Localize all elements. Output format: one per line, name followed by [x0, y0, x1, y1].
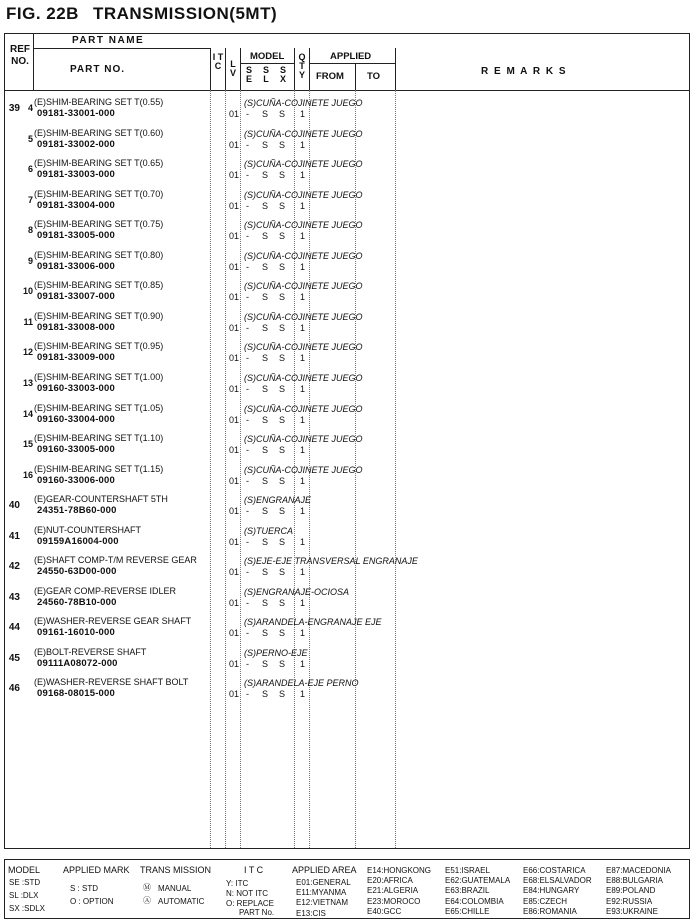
lv-value: 01	[229, 506, 240, 516]
part-number: 09181-33008-000	[37, 322, 116, 333]
area-code: E23:MOROCO	[367, 897, 421, 906]
qty-value: 1	[300, 384, 306, 394]
model-sx-value: S	[279, 262, 286, 272]
lv-value: 01	[229, 598, 240, 608]
qty-value: 1	[300, 262, 306, 272]
qty-value: 1	[300, 353, 306, 363]
model-se-value: -	[246, 415, 249, 425]
model-se-value: -	[246, 567, 249, 577]
part-number: 09161-16010-000	[37, 627, 116, 638]
qty-value: 1	[300, 537, 306, 547]
qty-value: 1	[300, 323, 306, 333]
qty-value: 1	[300, 201, 306, 211]
part-number: 09181-33002-000	[37, 139, 116, 150]
model-se-value: -	[246, 231, 249, 241]
model-sx-value: S	[279, 445, 286, 455]
model-sl-value: S	[262, 262, 269, 272]
model-sl-value: S	[262, 506, 269, 516]
qty-value: 1	[300, 659, 306, 669]
model-sl-value: S	[262, 659, 269, 669]
footer-model-se: SE :STD	[9, 878, 41, 887]
part-name: (E)SHIM-BEARING SET T(0.60)	[34, 128, 164, 138]
part-number: 24351-78B60-000	[37, 505, 117, 516]
sub-number: 11	[23, 317, 33, 327]
lv-value: 01	[229, 476, 240, 486]
lv-value: 01	[229, 384, 240, 394]
part-name: (E)SHIM-BEARING SET T(0.75)	[34, 219, 164, 229]
sub-number: 6	[27, 164, 33, 174]
part-number: 09168-08015-000	[37, 688, 116, 699]
lv-value: 01	[229, 292, 240, 302]
model-sx-value: S	[279, 201, 286, 211]
ref-number: 46	[8, 683, 20, 694]
model-sl-value: S	[262, 415, 269, 425]
model-se-value: -	[246, 292, 249, 302]
figure-name: TRANSMISSION(5MT)	[92, 4, 278, 23]
qty-value: 1	[300, 628, 306, 638]
model-sl-value: S	[262, 445, 269, 455]
footer-mark-std: S : STD	[70, 884, 99, 893]
part-number: 09181-33004-000	[37, 200, 116, 211]
ref-number: 45	[8, 653, 20, 664]
spanish-name: (S)CUÑA-COJINETE JUEGO	[244, 98, 363, 108]
qty-value: 1	[300, 476, 306, 486]
part-number: 09160-33004-000	[37, 414, 116, 425]
model-sl-value: S	[262, 567, 269, 577]
model-sx-value: S	[279, 353, 286, 363]
spanish-name: (S)ARANDELA-EJE PERNO	[244, 678, 359, 688]
header-model-se: S E	[245, 65, 252, 84]
header-lv: L V	[229, 59, 236, 78]
footer-itc-n: N: NOT ITC	[226, 889, 269, 898]
part-name: (E)SHIM-BEARING SET T(0.85)	[34, 280, 164, 290]
footer-applied-mark-header: APPLIED MARK	[63, 865, 130, 875]
model-sl-value: S	[262, 292, 269, 302]
part-number: 09181-33001-000	[37, 108, 116, 119]
model-sl-value: S	[262, 170, 269, 180]
part-number: 09181-33009-000	[37, 352, 116, 363]
spanish-name: (S)CUÑA-COJINETE JUEGO	[244, 312, 363, 322]
part-name: (E)SHIM-BEARING SET T(0.55)	[34, 97, 164, 107]
area-code: E93:UKRAINE	[606, 907, 659, 916]
model-se-value: -	[246, 628, 249, 638]
area-code: E62:GUATEMALA	[445, 876, 511, 885]
area-code: E68:ELSALVADOR	[523, 876, 592, 885]
lv-value: 01	[229, 445, 240, 455]
part-number: 24560-78B10-000	[37, 597, 117, 608]
header-itc: I T C	[212, 52, 224, 71]
figure-title	[6, 4, 277, 24]
footer-trans-manual: MANUAL	[158, 884, 192, 893]
footer-applied-area-header: APPLIED AREA	[292, 865, 357, 875]
model-sx-value: S	[279, 109, 286, 119]
model-sx-value: S	[279, 292, 286, 302]
model-sl-value: S	[262, 353, 269, 363]
part-name: (E)SHIM-BEARING SET T(0.80)	[34, 250, 164, 260]
lv-value: 01	[229, 262, 240, 272]
spanish-name: (S)CUÑA-COJINETE JUEGO	[244, 159, 363, 169]
lv-value: 01	[229, 201, 240, 211]
model-sx-value: S	[279, 140, 286, 150]
spanish-name: (S)CUÑA-COJINETE JUEGO	[244, 220, 363, 230]
lv-value: 01	[229, 140, 240, 150]
header-remarks: R E M A R K S	[481, 66, 567, 77]
part-number: 09159A16004-000	[37, 536, 119, 547]
model-se-value: -	[246, 506, 249, 516]
qty-value: 1	[300, 506, 306, 516]
spanish-name: (S)ARANDELA-ENGRANAJE EJE	[244, 617, 382, 627]
model-se-value: -	[246, 109, 249, 119]
header-applied: APPLIED	[330, 51, 372, 62]
area-code: E40:GCC	[367, 907, 402, 916]
area-code: E11:MYANMA	[296, 888, 347, 897]
sub-number: 5	[27, 134, 33, 144]
spanish-name: (S)ENGRANAJE-OCIOSA	[244, 587, 350, 597]
manual-icon: Ⓜ	[143, 883, 151, 892]
area-code: E65:CHILLE	[445, 907, 490, 916]
header-from: FROM	[316, 71, 344, 82]
sub-number: 8	[27, 225, 33, 235]
lv-value: 01	[229, 567, 240, 577]
lv-value: 01	[229, 109, 240, 119]
spanish-name: (S)EJE-EJE TRANSVERSAL ENGRANAJE	[244, 556, 418, 566]
lv-value: 01	[229, 537, 240, 547]
model-sl-value: S	[262, 628, 269, 638]
qty-value: 1	[300, 598, 306, 608]
lv-value: 01	[229, 628, 240, 638]
header-part-no: PART NO.	[70, 64, 126, 75]
header-qty: Q T Y	[298, 52, 306, 80]
part-name: (E)NUT-COUNTERSHAFT	[34, 525, 141, 535]
model-se-value: -	[246, 689, 249, 699]
spanish-name: (S)ENGRANAJE	[244, 495, 312, 505]
model-se-value: -	[246, 476, 249, 486]
model-se-value: -	[246, 537, 249, 547]
part-name: (E)SHIM-BEARING SET T(1.10)	[34, 433, 164, 443]
area-code: E88:BULGARIA	[606, 876, 663, 885]
part-name: (E)SHIM-BEARING SET T(1.00)	[34, 372, 164, 382]
model-sl-value: S	[262, 323, 269, 333]
part-name: (E)WASHER-REVERSE SHAFT BOLT	[34, 677, 189, 687]
model-sx-value: S	[279, 476, 286, 486]
model-sx-value: S	[279, 537, 286, 547]
qty-value: 1	[300, 292, 306, 302]
part-name: (E)SHIM-BEARING SET T(0.70)	[34, 189, 164, 199]
lv-value: 01	[229, 415, 240, 425]
part-number: 09160-33006-000	[37, 475, 116, 486]
header-model-sl: S L	[262, 65, 269, 84]
part-number: 24550-63D00-000	[37, 566, 117, 577]
footer-mark-option: O : OPTION	[70, 897, 114, 906]
model-se-value: -	[246, 384, 249, 394]
area-code: E12:VIETNAM	[296, 898, 349, 907]
model-se-value: -	[246, 598, 249, 608]
part-name: (E)SHAFT COMP-T/M REVERSE GEAR	[34, 555, 197, 565]
qty-value: 1	[300, 109, 306, 119]
area-code: E13:CIS	[296, 909, 326, 918]
area-code: E01:GENERAL	[296, 878, 351, 887]
model-sl-value: S	[262, 384, 269, 394]
part-number: 09181-33006-000	[37, 261, 116, 272]
lv-value: 01	[229, 659, 240, 669]
lv-value: 01	[229, 231, 240, 241]
footer-itc-header: I T C	[244, 865, 264, 875]
model-sx-value: S	[279, 415, 286, 425]
area-code: E63:BRAZIL	[445, 886, 490, 895]
footer-itc-o: O: REPLACE	[226, 899, 275, 908]
ref-number: 41	[8, 531, 20, 542]
qty-value: 1	[300, 170, 306, 180]
model-sx-value: S	[279, 567, 286, 577]
ref-number: 40	[8, 500, 20, 511]
model-se-value: -	[246, 353, 249, 363]
model-sl-value: S	[262, 476, 269, 486]
lv-value: 01	[229, 170, 240, 180]
area-code: E20:AFRICA	[367, 876, 413, 885]
header-to: TO	[367, 71, 381, 82]
part-number: 09160-33003-000	[37, 383, 116, 394]
model-sl-value: S	[262, 689, 269, 699]
part-name: (E)SHIM-BEARING SET T(0.90)	[34, 311, 164, 321]
area-code: E92:RUSSIA	[606, 897, 653, 906]
automatic-icon: Ⓐ	[143, 896, 151, 905]
spanish-name: (S)CUÑA-COJINETE JUEGO	[244, 373, 363, 383]
part-name: (E)SHIM-BEARING SET T(0.95)	[34, 341, 164, 351]
model-sl-value: S	[262, 598, 269, 608]
qty-value: 1	[300, 689, 306, 699]
area-code: E64:COLOMBIA	[445, 897, 504, 906]
footer-model-sl: SL :DLX	[9, 891, 39, 900]
header-model-sx: S X	[279, 65, 286, 84]
header-ref-no: REF NO.	[10, 44, 30, 67]
ref-number: 43	[8, 592, 20, 603]
area-code: E51:ISRAEL	[445, 866, 490, 875]
lv-value: 01	[229, 353, 240, 363]
lv-value: 01	[229, 689, 240, 699]
qty-value: 1	[300, 140, 306, 150]
spanish-name: (S)CUÑA-COJINETE JUEGO	[244, 434, 363, 444]
footer-itc-partno: PART No.	[239, 908, 275, 917]
model-se-value: -	[246, 262, 249, 272]
area-code: E84:HUNGARY	[523, 886, 580, 895]
model-sx-value: S	[279, 323, 286, 333]
footer-itc-y: Y: ITC	[226, 879, 249, 888]
spanish-name: (S)CUÑA-COJINETE JUEGO	[244, 404, 363, 414]
sub-number: 7	[27, 195, 33, 205]
model-sx-value: S	[279, 170, 286, 180]
model-se-value: -	[246, 140, 249, 150]
part-name: (E)WASHER-REVERSE GEAR SHAFT	[34, 616, 192, 626]
model-sl-value: S	[262, 231, 269, 241]
model-se-value: -	[246, 323, 249, 333]
sub-number: 4	[27, 103, 33, 113]
lv-value: 01	[229, 323, 240, 333]
model-sx-value: S	[279, 384, 286, 394]
area-code: E89:POLAND	[606, 886, 656, 895]
ref-number: 42	[8, 561, 20, 572]
part-name: (E)SHIM-BEARING SET T(1.05)	[34, 403, 164, 413]
qty-value: 1	[300, 231, 306, 241]
part-number: 09181-33007-000	[37, 291, 116, 302]
spanish-name: (S)CUÑA-COJINETE JUEGO	[244, 281, 363, 291]
sub-number: 9	[27, 256, 33, 266]
ref-number: 44	[8, 622, 20, 633]
qty-value: 1	[300, 567, 306, 577]
spanish-name: (S)PERNO-EJE	[244, 648, 308, 658]
part-number: 09111A08072-000	[37, 658, 118, 669]
model-se-value: -	[246, 445, 249, 455]
part-name: (E)SHIM-BEARING SET T(1.15)	[34, 464, 164, 474]
spanish-name: (S)CUÑA-COJINETE JUEGO	[244, 342, 363, 352]
area-code: E85:CZECH	[523, 897, 568, 906]
part-name: (E)BOLT-REVERSE SHAFT	[34, 647, 147, 657]
model-sx-value: S	[279, 659, 286, 669]
part-name: (E)GEAR-COUNTERSHAFT 5TH	[34, 494, 168, 504]
qty-value: 1	[300, 415, 306, 425]
part-number: 09160-33005-000	[37, 444, 116, 455]
model-sx-value: S	[279, 231, 286, 241]
area-code: E14:HONGKONG	[367, 866, 432, 875]
spanish-name: (S)CUÑA-COJINETE JUEGO	[244, 465, 363, 475]
sub-number: 13	[22, 378, 33, 388]
model-se-value: -	[246, 659, 249, 669]
model-sl-value: S	[262, 140, 269, 150]
header-part-name: PART NAME	[72, 35, 145, 46]
model-sx-value: S	[279, 598, 286, 608]
model-sl-value: S	[262, 201, 269, 211]
model-sx-value: S	[279, 628, 286, 638]
area-code: E86:ROMANIA	[523, 907, 577, 916]
area-code: E66:COSTARICA	[523, 866, 586, 875]
part-name: (E)GEAR COMP-REVERSE IDLER	[34, 586, 177, 596]
figure-number: FIG. 22B	[6, 4, 79, 23]
sub-number: 12	[22, 347, 33, 357]
spanish-name: (S)CUÑA-COJINETE JUEGO	[244, 190, 363, 200]
spanish-name: (S)CUÑA-COJINETE JUEGO	[244, 251, 363, 261]
part-number: 09181-33005-000	[37, 230, 116, 241]
footer-trans-header: TRANS MISSION	[140, 865, 212, 875]
header-model: MODEL	[250, 51, 285, 62]
area-code: E21:ALGERIA	[367, 886, 419, 895]
model-sx-value: S	[279, 506, 286, 516]
part-name: (E)SHIM-BEARING SET T(0.65)	[34, 158, 164, 168]
part-number: 09181-33003-000	[37, 169, 116, 180]
spanish-name: (S)CUÑA-COJINETE JUEGO	[244, 129, 363, 139]
model-sl-value: S	[262, 537, 269, 547]
sub-number: 16	[22, 470, 33, 480]
model-se-value: -	[246, 201, 249, 211]
footer-model-sx: SX :SDLX	[9, 904, 46, 913]
sub-number: 15	[22, 439, 33, 449]
footer-model-header: MODEL	[8, 865, 41, 875]
footer-trans-automatic: AUTOMATIC	[158, 897, 205, 906]
model-sx-value: S	[279, 689, 286, 699]
spanish-name: (S)TUERCA	[244, 526, 293, 536]
sub-number: 14	[22, 409, 33, 419]
sub-number: 10	[22, 286, 33, 296]
model-sl-value: S	[262, 109, 269, 119]
ref-number: 39	[8, 103, 20, 114]
area-code: E87:MACEDONIA	[606, 866, 671, 875]
model-se-value: -	[246, 170, 249, 180]
qty-value: 1	[300, 445, 306, 455]
